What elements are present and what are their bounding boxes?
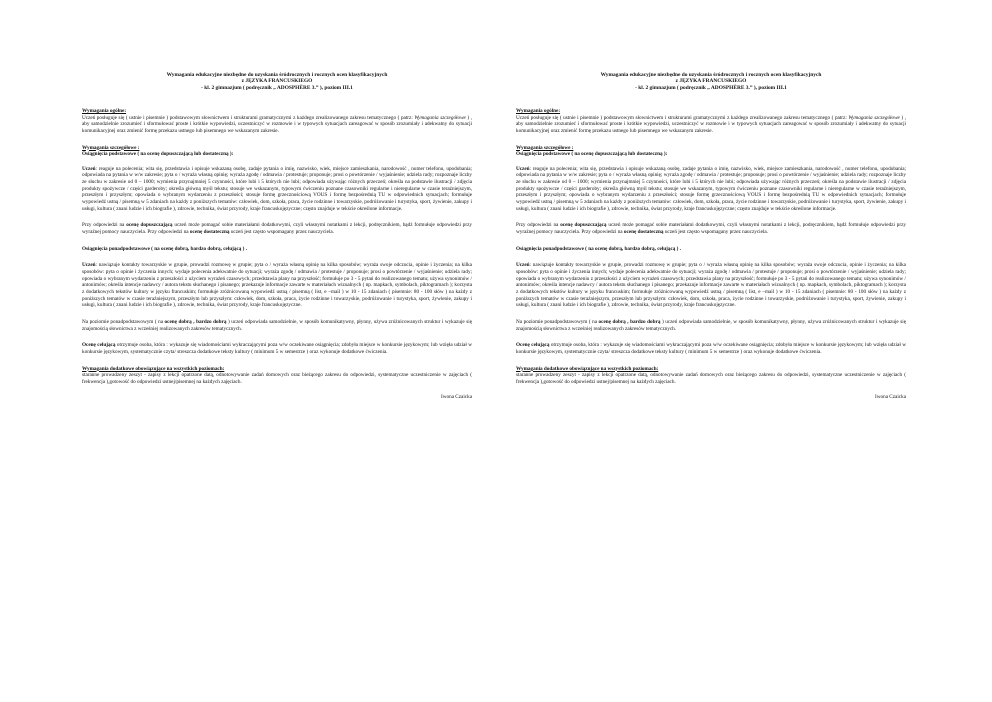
general-requirements-title: Wymagania ogólne: [82, 107, 127, 114]
advanced-level-paragraph [516, 319, 906, 332]
advanced-achievements-text [516, 262, 906, 309]
pupil-label: Uczeń [516, 262, 530, 269]
basic-achievements-text [82, 166, 472, 213]
general-requirements-text [516, 115, 906, 135]
header-line-2: z JĘZYKA FRANCUSKIEGO [241, 78, 313, 85]
general-text-italic: Wymagania szczegółowe [848, 114, 900, 121]
advanced-achievements-subtitle: Osiągnięcia ponadpodstawowe ( na ocenę dobrą, bardzo dobrą, celującą ) . [516, 245, 681, 252]
advanced-level-text: ) uczeń odpowiada samodzielnie, w sposób komunikatywny, płynny, używa zróżnicowanych struktur i wykazuje się znajomością słownictwa z wcześniej realizowanych zakresów tematycznych. [82, 318, 472, 332]
basic-achievements-subtitle: Osiągnięcia podstawowe ( na ocenę dopuszczającą lub dostateczną ): [516, 151, 668, 158]
excellent-text: otrzymuje osoba, która : wykazuje się wiadomościami wykraczającymi poza w/w oczekiwane osiągnięcia; zdobyła miejsce w konkursie językowym; lub wzięła udział w konkursie językowym, systematycznie czyta/ streszcza dodatkowe teksty kultury ( minimum 5 w semestrze ) oraz wykonuje dodatkowe ćwiczenia. [82, 342, 472, 355]
pupil-label: Uczeń [516, 165, 530, 172]
general-text-part: Uczeń posługuje się ( ustnie i pisemnie ) podstawowym słownictwem i strukturami gramatycznymi z każdego zrealizowanego zakresu tematycznego ( patrz: [516, 114, 849, 121]
header-line-3: - kl. 2 gimnazjum ( podręcznik „ ADOSPHÈRE 3.” ), poziom III.1 [635, 84, 787, 91]
basic-achievements-subtitle: Osiągnięcia podstawowe ( na ocenę dopuszczającą lub dostateczną ): [82, 151, 234, 158]
excellent-text: otrzymuje osoba, która : wykazuje się wiadomościami wykraczającymi poza w/w oczekiwane osiągnięcia; zdobyła miejsce w konkursie językowym; lub wzięła udział w konkursie językowym, systematycznie czyta/ streszcza dodatkowe teksty kultury ( minimum 5 w semestrze ) oraz wykonuje dodatkowe ćwiczenia. [516, 342, 906, 355]
author-signature: Iwona Czaicka [875, 393, 906, 400]
detailed-requirements-title: Wymagania szczegółowe : [82, 144, 140, 151]
pupil-text: : nawiązuje kontakty towarzyskie w grupie, prowadzi rozmowę w grupie; pyta o / wyraża własną opinię na kilka sposobów; wyraża swoje odczucia, opinie i życzenia; na kilka sposobów: pyta o opinie i życzenia innych; wydaje polecenia adekwatnie do sytuacji; wyraża zgodę / odmawia / protestuje / proponuje; prosi o powtórzenie / wyjaśnienie; udziela rady; opowiada o wybranym wydarzeniu z przeszłości z użyciem wyrażeń czasowych; przedstawia plany na przyszłość; formułuje po 3 - 5 pytań do realizowanego tematu; używa synonimów / antonimów; określa intencje nadawcy / autora tekstu słuchanego i pisanego; przekazuje informacje zawarte w materiałach wizualnych ( np. mapkach, symbolach, piktogramach ); korzysta z dodatkowych tekstów kultury w języku francuskim; formułuje zróżnicowaną wypowiedź ustną / pisemną ( list, e –mail ) w 10 - 15 zdaniach ( pisemnie: 80 - 100 słów ) na każdy z poniższych tematów w czasie teraźniejszym, przeszłym lub przyszłym: człowiek, dom, szkoła, praca, życie rodzinne i towarzyskie, podróżowanie i turystyka, sport, żywienie, zakupy i usługi, kultura ( znani ludzie i ich biografie ), zdrowie, technika, świat przyrody, kraje francuskojęzyczne. [516, 262, 906, 309]
grade-label: ocenę dopuszczającą [126, 222, 173, 229]
advanced-level-text: Na poziomie ponadpodstawowym ( na [82, 318, 165, 325]
pupil-text: : nawiązuje kontakty towarzyskie w grupie, prowadzi rozmowę w grupie; pyta o / wyraża własną opinię na kilka sposobów; wyraża swoje odczucia, opinie i życzenia; na kilka sposobów: pyta o opinie i życzenia innych; wydaje polecenia adekwatnie do sytuacji; wyraża zgodę / odmawia / protestuje / proponuje; prosi o powtórzenie / wyjaśnienie; udziela rady; opowiada o wybranym wydarzeniu z przeszłości z użyciem wyrażeń czasowych; przedstawia plany na przyszłość; formułuje po 3 - 5 pytań do realizowanego tematu; używa synonimów / antonimów; określa intencje nadawcy / autora tekstu słuchanego i pisanego; przekazuje informacje zawarte w materiałach wizualnych ( np. mapkach, symbolach, piktogramach ); korzysta z dodatkowych tekstów kultury w języku francuskim; formułuje zróżnicowaną wypowiedź ustną / pisemną ( list, e –mail ) w 10 - 15 zdaniach ( pisemnie: 80 - 100 słów ) na każdy z poniższych tematów w czasie teraźniejszym, przeszłym lub przyszłym: człowiek, dom, szkoła, praca, życie rodzinne i towarzyskie, podróżowanie i turystyka, sport, żywienie, zakupy i usługi, kultura ( znani ludzie i ich biografie ), zdrowie, technika, świat przyrody, kraje francuskojęzyczne. [82, 262, 472, 309]
helps-text: uczeń może pomagać sobie materiałami dodatkowymi, czyli własnymi notatkami z lekcji, podręcznikiem, bądź formułuje odpowiedzi przy wyraźnej pomocy nauczyciela. Przy odpowiedzi na [516, 222, 906, 236]
helps-text: uczeń jest często wspomagany przez nauczyciela. [663, 229, 768, 236]
author-signature: Iwona Czaicka [441, 393, 472, 400]
grade-label: ocenę dostateczną [623, 229, 664, 236]
detailed-requirements-title: Wymagania szczegółowe : [516, 144, 574, 151]
general-requirements-text [82, 115, 472, 135]
general-requirements-title: Wymagania ogólne: [516, 107, 561, 114]
grade-label: Ocenę celującą [516, 342, 550, 349]
additional-requirements-title: Wymagania dodatkowe obowiązujące na wszystkich poziomach: [82, 365, 225, 372]
grade-label: ocenę dobrą , bardzo dobrą [598, 318, 661, 325]
advanced-level-text: Na poziomie ponadpodstawowym ( na [516, 318, 599, 325]
additional-requirements-title: Wymagania dodatkowe obowiązujące na wszystkich poziomach: [516, 365, 659, 372]
header-line-1: Wymagania edukacyjne niezbędne do uzyskania śródrocznych i rocznych ocen klasyfikacyjnych [166, 72, 388, 78]
helps-text: Przy odpowiedzi na [82, 222, 127, 229]
advanced-level-paragraph [82, 319, 472, 332]
grade-label: Ocenę celującą [82, 342, 116, 349]
pupil-label: Uczeń [82, 262, 96, 269]
helps-paragraph [516, 222, 906, 235]
helps-paragraph [82, 222, 472, 235]
document-header [82, 72, 472, 91]
header-line-2: z JĘZYKA FRANCUSKIEGO [675, 78, 747, 85]
grade-label: ocenę dostateczną [189, 229, 230, 236]
general-text-part: ) , aby samodzielnie zrozumieć i sformułować proste i krótkie wypowiedzi, uczestniczyć w rozmowie i w typowych sytuacjach zareagować w sposób zrozumiały i adekwatny do sytuacji komunikacyjnej oraz zmienić formę przekazu ustnego lub pisemnego we wskazanym zakresie. [82, 114, 472, 134]
advanced-achievements-subtitle: Osiągnięcia ponadpodstawowe ( na ocenę dobrą, bardzo dobrą, celującą ) . [82, 245, 247, 252]
general-text-part: ) , aby samodzielnie zrozumieć i sformułować proste i krótkie wypowiedzi, uczestniczyć w rozmowie i w typowych sytuacjach zareagować w sposób zrozumiały i adekwatny do sytuacji komunikacyjnej oraz zmienić formę przekazu ustnego lub pisemnego we wskazanym zakresie. [516, 114, 906, 134]
advanced-level-text: ) uczeń odpowiada samodzielnie, w sposób komunikatywny, płynny, używa zróżnicowanych struktur i wykazuje się znajomością słownictwa z wcześniej realizowanych zakresów tematycznych. [516, 318, 906, 332]
general-text-part: Uczeń posługuje się ( ustnie i pisemnie ) podstawowym słownictwem i strukturami gramatycznymi z każdego zrealizowanego zakresu tematycznego ( patrz: [82, 114, 415, 121]
left-page [82, 72, 472, 400]
grade-label: ocenę dopuszczającą [560, 222, 607, 229]
document-header [516, 72, 906, 91]
helps-text: Przy odpowiedzi na [516, 222, 561, 229]
right-page [516, 72, 906, 400]
header-line-3: - kl. 2 gimnazjum ( podręcznik „ ADOSPHÈRE 3.” ), poziom III.1 [201, 84, 353, 91]
additional-requirements-text: staranne prowadzeny zeszyt - zapisy z lekcji opatrzone datą, odnotowywanie zadań domowych oraz bieżącego zakresu do odpowiedzi, systematyczne uczestniczenie w zajęciach ( frekwencja ),gotowość do odpowiedzi ustnej/pisemnej na każdych zajęciach. [82, 372, 472, 385]
pupil-text: : reaguje na polecenia; wita się, przedstawia i opisuje wskazaną osobę, zadaje pytania o imię, nazwisko, wiek, miejsce zamieszkania, narodowość , numer telefonu, upodobania; odpowiada na pytania w w/w zakresie; pyta o / wyraża własną opinię; wyraża zgodę / odmawia / protestuje; proponuje; prosi o powtórzenie / wyjaśnienie; udziela rady; rozpoznaje liczby ze słuchu w zakresie od 0 – 1000; wymienia przynajmniej 5 czynności, które lubi i 5 których nie lubi; odpowiada używając różnych przeczeń; określa na podstawie ilustracji / zdjęcia produkty spożywcze / części garderoby; określa główną myśl tekstu; stosuje we wskazanym, typowym ćwiczeniu poznane czasowniki regularne i nieregularne w czasie teraźniejszym, przeszłym i przyszłym; opowiada o wybranym wydarzeniu z przeszłości; stosuje formę grzecznościową VOUS i formę bezpośrednią TU w odpowiednich sytuacjach; formułuje wypowiedź ustną / pisemną w 5 zdaniach na każdy z poniższych tematów: człowiek, dom, szkoła, praca, życie rodzinne i towarzyskie, podróżowanie i turystyka, sport, żywienie, zakupy i usługi, kultura ( znani ludzie i ich biografie ), zdrowie, technika, świat przyrody, kraje francuskojęzyczne; często znajduje w tekście określone informacje. [82, 165, 472, 212]
advanced-achievements-text [82, 262, 472, 309]
header-line-1: Wymagania edukacyjne niezbędne do uzyskania śródrocznych i rocznych ocen klasyfikacyjnych [600, 72, 822, 78]
helps-text: uczeń może pomagać sobie materiałami dodatkowymi, czyli własnymi notatkami z lekcji, podręcznikiem, bądź formułuje odpowiedzi przy wyraźnej pomocy nauczyciela. Przy odpowiedzi na [82, 222, 472, 236]
additional-requirements-text: staranne prowadzeny zeszyt - zapisy z lekcji opatrzone datą, odnotowywanie zadań domowych oraz bieżącego zakresu do odpowiedzi, systematyczne uczestniczenie w zajęciach ( frekwencja ),gotowość do odpowiedzi ustnej/pisemnej na każdych zajęciach. [516, 372, 906, 385]
pupil-text: : reaguje na polecenia; wita się, przedstawia i opisuje wskazaną osobę, zadaje pytania o imię, nazwisko, wiek, miejsce zamieszkania, narodowość , numer telefonu, upodobania; odpowiada na pytania w w/w zakresie; pyta o / wyraża własną opinię; wyraża zgodę / odmawia / protestuje; proponuje; prosi o powtórzenie / wyjaśnienie; udziela rady; rozpoznaje liczby ze słuchu w zakresie od 0 – 1000; wymienia przynajmniej 5 czynności, które lubi i 5 których nie lubi; odpowiada używając różnych przeczeń; określa na podstawie ilustracji / zdjęcia produkty spożywcze / części garderoby; określa główną myśl tekstu; stosuje we wskazanym, typowym ćwiczeniu poznane czasowniki regularne i nieregularne w czasie teraźniejszym, przeszłym i przyszłym; opowiada o wybranym wydarzeniu z przeszłości; stosuje formę grzecznościową VOUS i formę bezpośrednią TU w odpowiednich sytuacjach; formułuje wypowiedź ustną / pisemną w 5 zdaniach na każdy z poniższych tematów: człowiek, dom, szkoła, praca, życie rodzinne i towarzyskie, podróżowanie i turystyka, sport, żywienie, zakupy i usługi, kultura ( znani ludzie i ich biografie ), zdrowie, technika, świat przyrody, kraje francuskojęzyczne; często znajduje w tekście określone informacje. [516, 165, 906, 212]
excellent-grade-paragraph [516, 342, 906, 355]
general-text-italic: Wymagania szczegółowe [414, 114, 466, 121]
excellent-grade-paragraph [82, 342, 472, 355]
helps-text: uczeń jest często wspomagany przez nauczyciela. [229, 229, 334, 236]
grade-label: ocenę dobrą , bardzo dobrą [164, 318, 227, 325]
basic-achievements-text [516, 166, 906, 213]
pupil-label: Uczeń [82, 165, 96, 172]
